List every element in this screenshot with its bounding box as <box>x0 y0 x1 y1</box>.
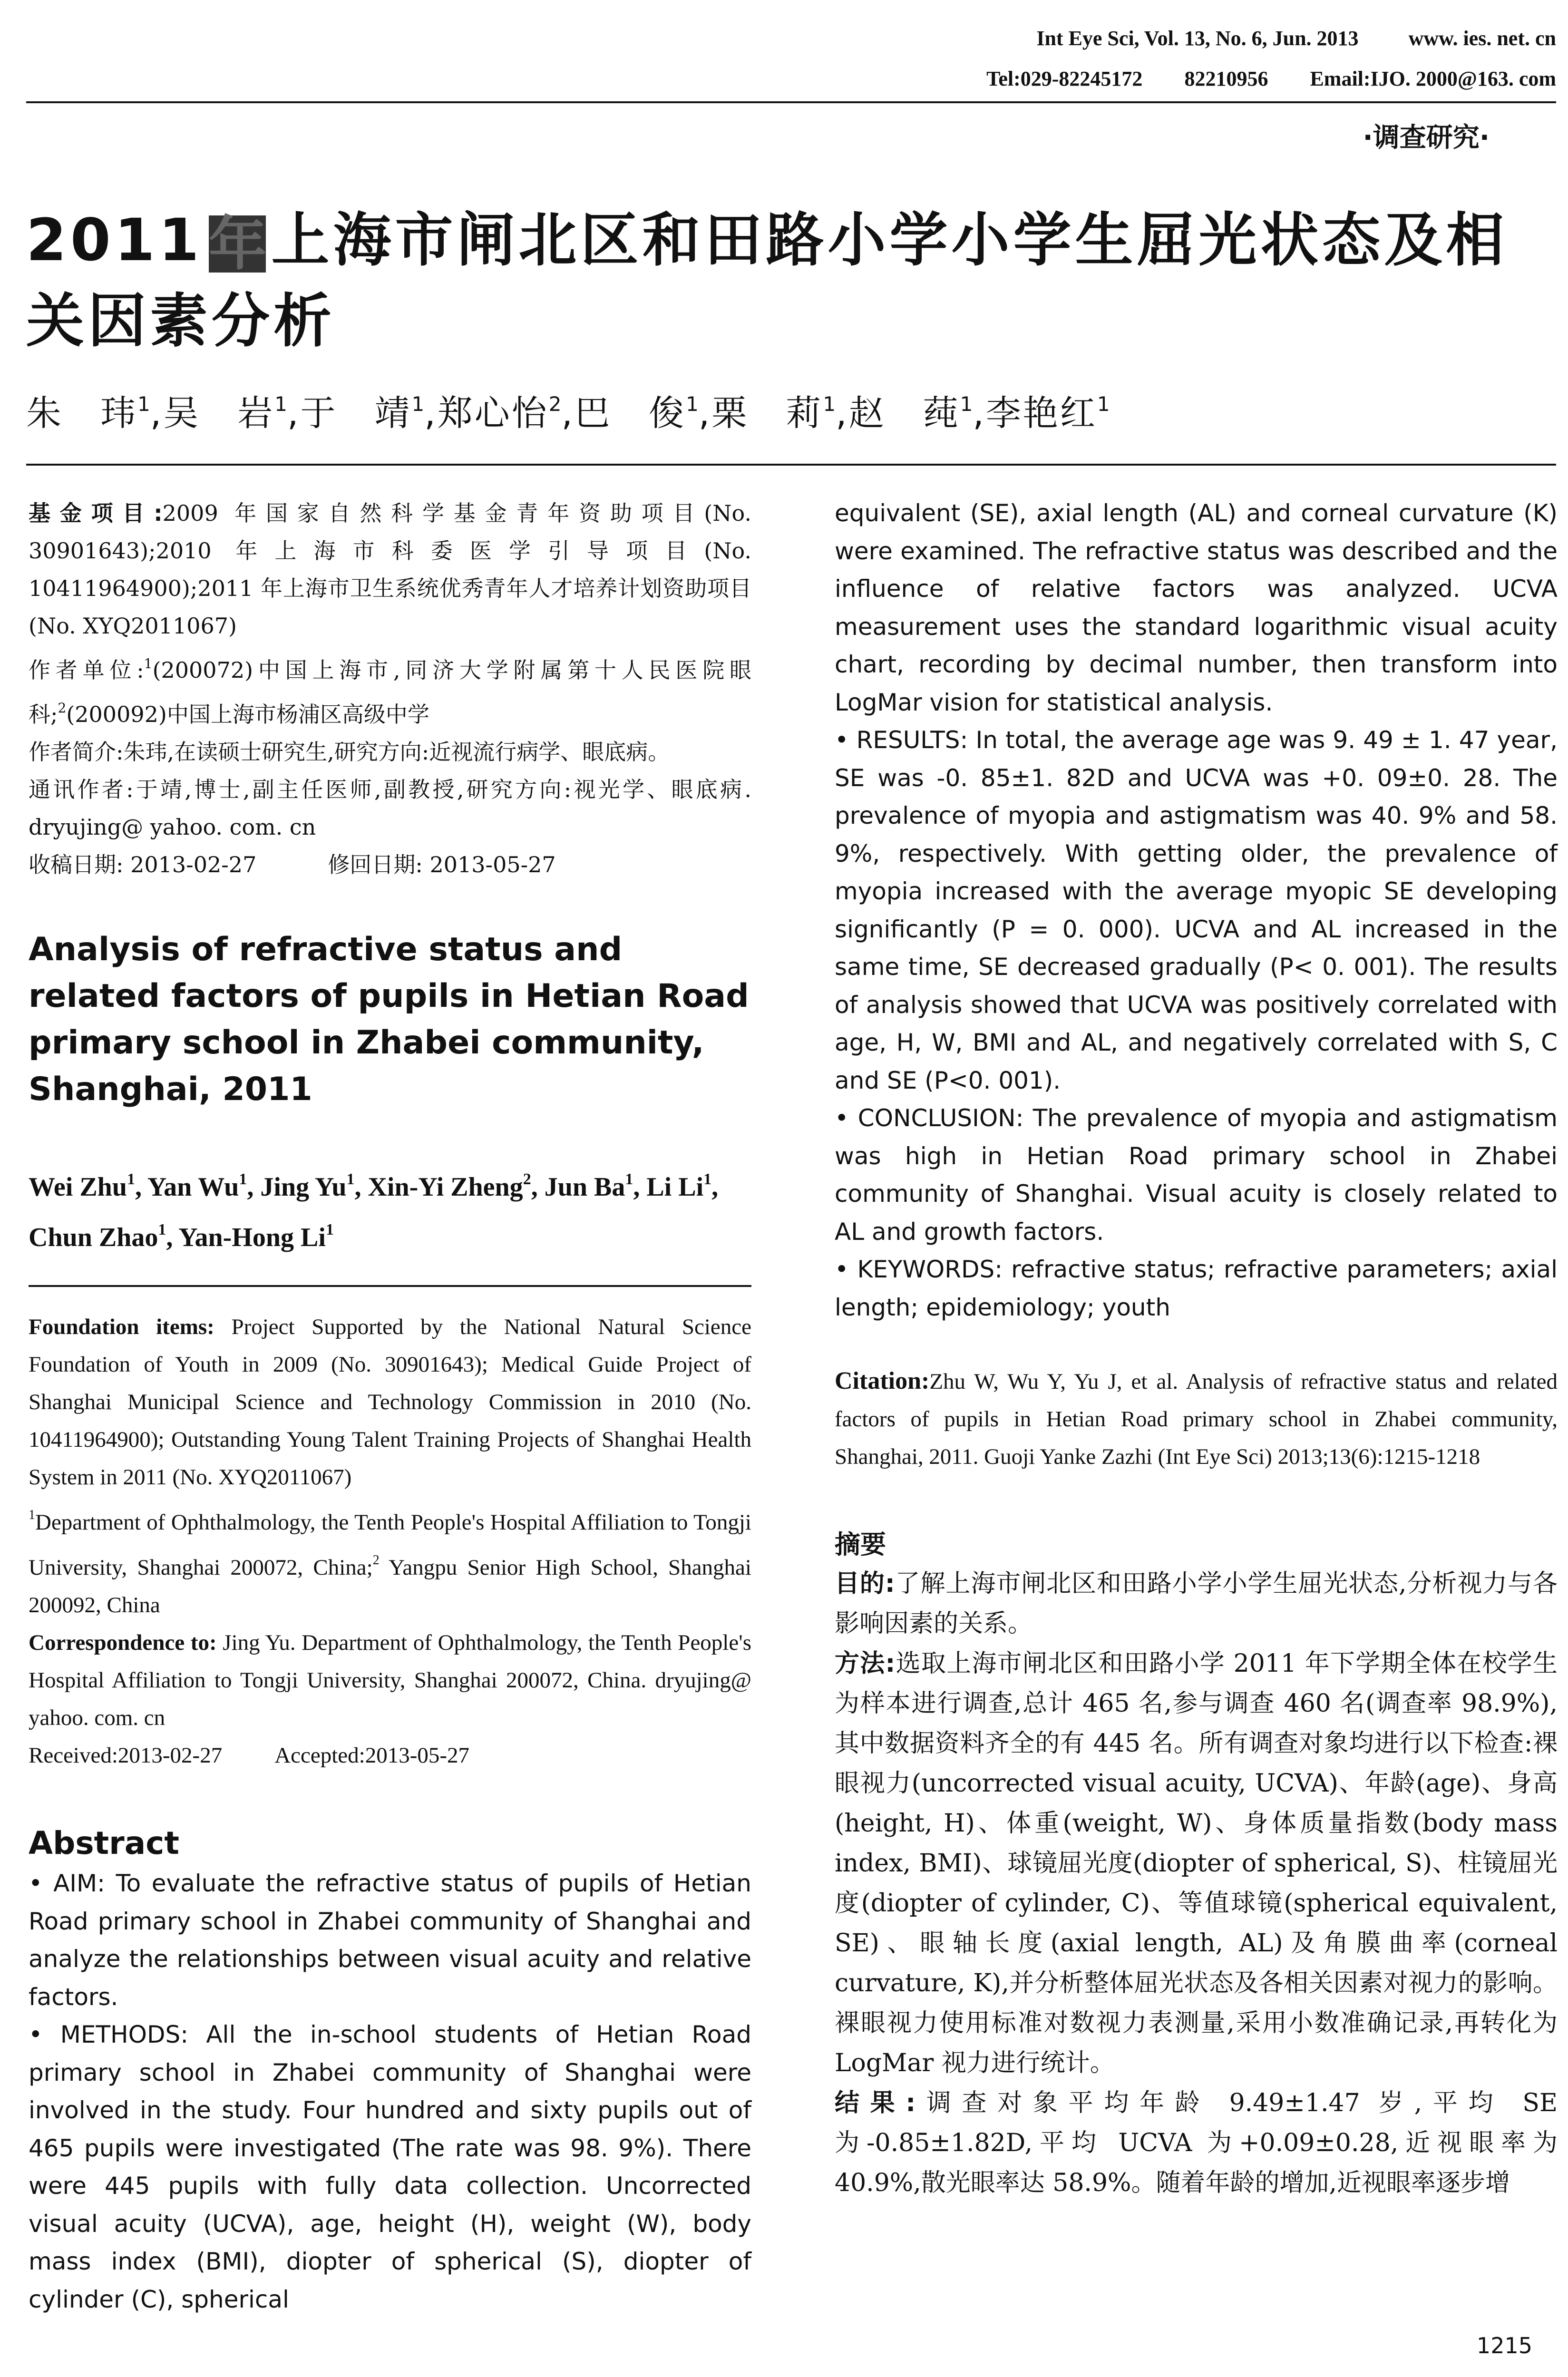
right-column <box>835 495 1558 2203</box>
bio-paragraph <box>29 733 751 771</box>
author-aff: 1 <box>1097 392 1110 416</box>
unit-sup2: 2 <box>58 700 67 716</box>
zhaiyao-result-label: 结果: <box>835 2089 916 2117</box>
author-cn: 李艳红 <box>985 393 1097 434</box>
abstract-methods: • METHODS: All the in-school students of Hetian Road primary school in Zhabei community of Shanghai were involved in the study. Four hundred and sixty pupils out of 465 pupils were investigated (The rate was 98. 9%). There were 445 pupils with fully data collection. Uncorrected visual acuity (UCVA), age, height (H), weight (W), body mass index (BMI), diopter of spherical (S), diopter of cylinder (C), spherical <box>29 2021 751 2313</box>
en-dates-paragraph <box>29 1737 751 1774</box>
unit-text1: (200072)中国上海市,同济大学附属第十人民医院眼科; <box>29 657 751 727</box>
author-cn: 赵 莼 <box>848 393 960 434</box>
author-aff: 1 <box>625 1170 633 1188</box>
journal-tel: Tel:029-82245172 <box>986 67 1143 90</box>
received-date: 收稿日期: 2013-02-27 <box>29 852 257 877</box>
author-en: Li Li <box>646 1172 704 1202</box>
zhaiyao-result <box>835 2083 1558 2203</box>
abstract-right-body <box>835 495 1558 1326</box>
zhaiyao-aim-text: 了解上海市闸北区和田路小学小学生屈光状态,分析视力与各影响因素的关系。 <box>835 1569 1558 1638</box>
author-en: Xin-Yi Zheng <box>368 1172 523 1202</box>
en-accepted: Accepted:2013-05-27 <box>274 1743 470 1768</box>
unit-paragraph <box>29 645 751 733</box>
foundation-label: Foundation items: <box>29 1315 214 1339</box>
en-corr-text: Jing Yu. Department of Ophthalmology, the Tenth People's Hospital Affiliation to Tongji University, Shanghai 200072, China. dryujing@ yahoo. com. cn <box>29 1630 751 1730</box>
abstract-left-body <box>29 1865 751 2319</box>
author-cn: 朱 玮 <box>26 393 137 434</box>
author-cn: 巴 俊 <box>575 393 686 434</box>
zhaiyao-method-label: 方法: <box>835 1649 896 1678</box>
fund-paragraph <box>29 495 751 645</box>
author-aff: 1 <box>158 1221 166 1238</box>
journal-website[interactable]: www. ies. net. cn <box>1408 27 1556 50</box>
author-aff: 1 <box>346 1170 355 1188</box>
title-rest: 上海市闸北区和田路小学小学生屈光状态及相关因素分析 <box>26 206 1508 355</box>
abstract-results: • RESULTS: In total, the average age was 9. 49 ± 1. 47 year, SE was -0. 85±1. 82D and UCVA was +0. 09±0. 28. The prevalence of myopia and astigmatism was 40. 9% and 58. 9%, respectively. With getting older, the prevalence of myopia increased with the average myopic SE developing significantly (P = 0. 000). UCVA and AL increased in the same time, SE decreased gradually (P< 0. 001). The results of analysis showed that UCVA was positively correlated with age, H, W, BMI and AL, and negatively correlated with S, C and SE (P<0. 001). <box>835 726 1558 1094</box>
journal-header-line <box>1036 26 1556 50</box>
author-en: Yan Wu <box>147 1172 239 1202</box>
author-aff: 1 <box>274 392 287 416</box>
author-aff: 1 <box>239 1170 247 1188</box>
cn-info-block <box>29 495 751 884</box>
en-authors-divider <box>29 1285 751 1287</box>
abstract-aim: • AIM: To evaluate the refractive status of pupils of Hetian Road primary school in Zhabei community of Shanghai and analyze the relationships between visual acuity and relative factors. <box>29 1870 751 2011</box>
fund-label: 基金项目: <box>29 500 163 526</box>
title-year-char-redacted: 年 <box>208 210 271 278</box>
zhaiyao-method <box>835 1644 1558 2083</box>
foundation-text: Project Supported by the National Natural Science Foundation of Youth in 2009 (No. 30901643); Medical Guide Project of Shanghai Municipal Science and Technology Commission in 2010 (No. 10411964900); Outstanding Young Talent Training Projects of Shanghai Health System in 2011 (No. XYQ2011067) <box>29 1315 752 1490</box>
abstract-conclusion: • CONCLUSION: The prevalence of myopia and astigmatism was high in Hetian Road primary school in Zhabei community of Shanghai. Visual acuity is closely related to AL and growth factors. <box>835 1104 1558 1246</box>
author-aff: 1 <box>823 392 836 416</box>
en-corr-label: Correspondence to: <box>29 1630 217 1655</box>
author-cn: 于 靖 <box>300 393 412 434</box>
zhaiyao-aim <box>835 1564 1558 1644</box>
citation-text: Zhu W, Wu Y, Yu J, et al. Analysis of refractive status and related factors of pupils in Hetian Road primary school in Zhabei community, Shanghai, 2011. Guoji Yanke Zazhi (Int Eye Sci) 2013;13(6):1215-1218 <box>835 1369 1558 1469</box>
author-aff: 1 <box>325 1221 334 1238</box>
dept-sup1: 1 <box>29 1508 35 1522</box>
journal-citation: Int Eye Sci, Vol. 13, No. 6, Jun. 2013 <box>1036 27 1359 50</box>
header-divider <box>26 101 1556 103</box>
foundation-paragraph <box>29 1308 751 1496</box>
author-aff: 1 <box>686 392 699 416</box>
unit-sup1: 1 <box>144 656 153 672</box>
abstract-keywords: • KEYWORDS: refractive status; refractive parameters; axial length; epidemiology; youth <box>835 1256 1558 1321</box>
corr-text: 于靖,博士,副主任医师,副教授,研究方向:视光学、眼底病. dryujing@ yahoo. com. cn <box>29 777 751 840</box>
bio-text: 朱玮,在读硕士研究生,研究方向:近视流行病学、眼底病。 <box>123 739 670 765</box>
zhaiyao-method-text: 选取上海市闸北区和田路小学 2011 年下学期全体在校学生为样本进行调查,总计 465 名,参与调查 460 名(调查率 98.9%),其中数据资料齐全的有 445 名。所有调查对象均进行以下检查:裸眼视力(uncorrected visual acuity, UCVA)、年龄(age)、身高(height, H)、体重(weight, W)、身体质量指数(body mass index, BMI)、球镜屈光度(diopter of spherical, S)、柱镜屈光度(diopter of cylinder, C)、等值球镜(spherical equivalent, SE)、眼轴长度(axial length, AL)及角膜曲率(corneal curvature, K),并分析整体屈光状态及各相关因素对视力的影响。裸眼视力使用标准对数视力表测量,采用小数准确记录,再转化为 LogMar 视力进行统计。 <box>835 1649 1558 2077</box>
authors-divider <box>26 464 1556 466</box>
bio-label: 作者简介: <box>29 739 124 765</box>
author-cn: 吴 岩 <box>163 393 275 434</box>
authors-cn: 朱 玮$^1$,吴 岩$^1$,于 靖$^1$,郑心怡$^2$,巴 俊$^1$,栗 莉$^1$,赵 莼$^1$,李艳红$^1$ <box>26 392 1110 434</box>
en-received: Received:2013-02-27 <box>29 1743 223 1768</box>
en-title: Analysis of refractive status and related factors of pupils in Hetian Road primary school in Zhabei community, Shanghai, 2011 <box>29 931 749 1108</box>
journal-email[interactable]: Email:IJO. 2000@163. com <box>1310 67 1556 90</box>
page-number: 1215 <box>1476 2333 1532 2358</box>
en-corr-paragraph <box>29 1624 751 1737</box>
author-aff: 1 <box>411 392 425 416</box>
page-title <box>26 200 1562 361</box>
dept-text1: Department of Ophthalmology, the Tenth People's Hospital Affiliation to Tongji University, Shanghai 200072, China; <box>29 1510 751 1580</box>
dates-paragraph <box>29 846 751 884</box>
unit-text2: (200092)中国上海市杨浦区高级中学 <box>66 701 429 727</box>
zhaiyao-heading: 摘要 <box>835 1529 886 1559</box>
section-label: ·调查研究· <box>1363 122 1490 153</box>
journal-tel2: 82210956 <box>1184 67 1268 90</box>
revised-date: 修回日期: 2013-05-27 <box>328 852 556 877</box>
dept-paragraph <box>29 1496 751 1624</box>
author-aff: 2 <box>548 392 562 416</box>
corr-label: 通讯作者: <box>29 777 134 802</box>
dept-sup2: 2 <box>372 1553 380 1568</box>
zhaiyao-result-text: 调查对象平均年龄 9.49±1.47 岁,平均 SE 为-0.85±1.82D,平均 UCVA 为+0.09±0.28,近视眼率为 40.9%,散光眼率达 58.9%。随着年龄的增加,近视眼率逐步增 <box>835 2089 1558 2197</box>
corr-paragraph <box>29 771 751 846</box>
en-info-block <box>29 1308 751 1774</box>
author-en: Jing Yu <box>260 1172 347 1202</box>
left-column <box>29 495 751 2319</box>
dept-text2: Yangpu Senior High School, Shanghai 200092, China <box>29 1555 751 1617</box>
author-cn: 郑心怡 <box>437 393 549 434</box>
title-year: 2011 <box>26 206 203 274</box>
abstract-methods-continued: equivalent (SE), axial length (AL) and corneal curvature (K) were examined. The refractive status was described and the influence of relative factors was analyzed. UCVA measurement uses the standard logarithmic visual acuity chart, recording by decimal number, then transform into LogMar vision for statistical analysis. <box>835 499 1558 716</box>
zhaiyao-body <box>835 1564 1558 2203</box>
author-en: Chun Zhao <box>29 1223 158 1252</box>
citation-block <box>835 1362 1558 1476</box>
citation-label: Citation: <box>835 1367 930 1394</box>
author-aff: 1 <box>960 392 973 416</box>
journal-contact-line <box>986 67 1556 91</box>
author-aff: 1 <box>703 1170 712 1188</box>
en-authors: Wei Zhu$^1$, Yan Wu$^1$, Jing Yu$^1$, Xin-Yi Zheng$^2$, Jun Ba$^1$, Li Li$^1$, Chun Zhao$^1$, Yan-Hong Li$^1$ <box>29 1170 719 1252</box>
fund-text: 2009 年国家自然科学基金青年资助项目(No. 30901643);2010 年上海市科委医学引导项目(No. 10411964900);2011 年上海市卫生系统优秀青年人才培养计划资助项目(No. XYQ2011067) <box>29 500 751 639</box>
author-en: Jun Ba <box>544 1172 625 1202</box>
author-cn: 栗 莉 <box>711 393 823 434</box>
author-en: Wei Zhu <box>29 1172 127 1202</box>
unit-label: 作者单位: <box>29 657 144 683</box>
author-aff: 2 <box>523 1170 531 1188</box>
zhaiyao-aim-label: 目的: <box>835 1569 895 1598</box>
author-aff: 1 <box>127 1170 135 1188</box>
abstract-heading: Abstract <box>29 1825 179 1861</box>
author-aff: 1 <box>137 392 150 416</box>
author-en: Yan-Hong Li <box>178 1223 326 1252</box>
